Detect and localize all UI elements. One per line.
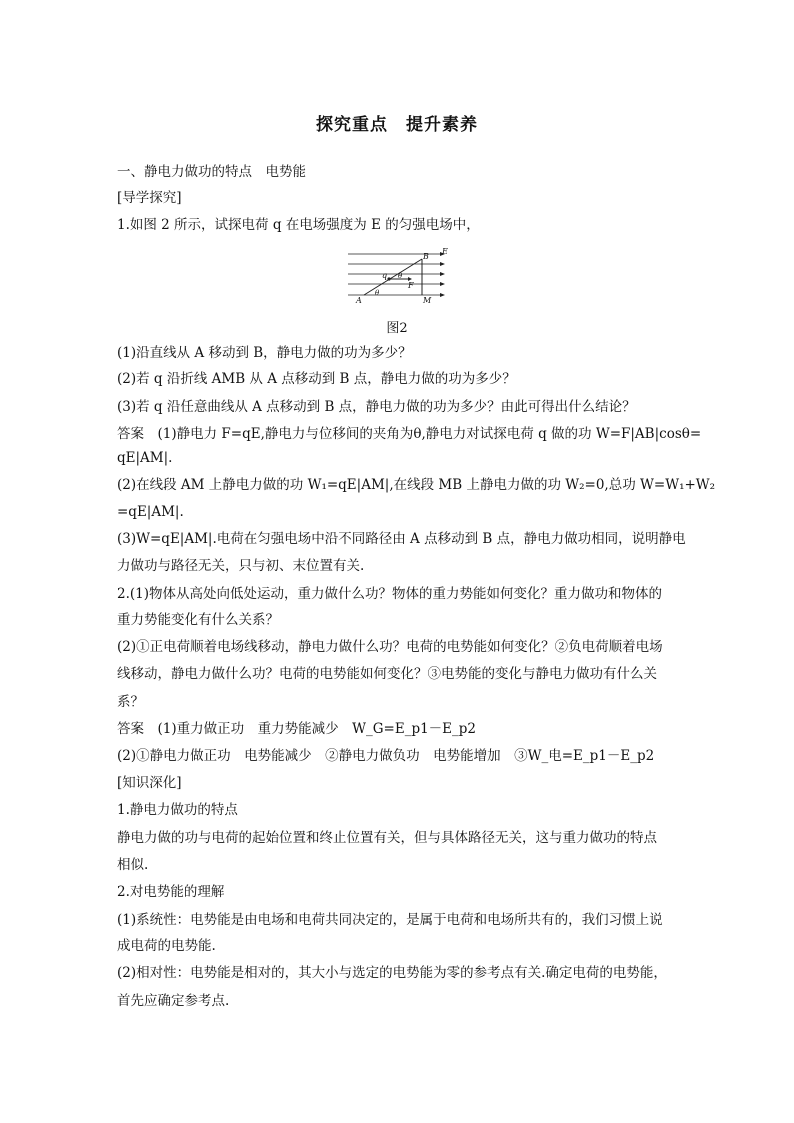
label-theta: θ	[398, 272, 403, 280]
answer-2-2: (2)①静电力做正功 电势能减少 ②静电力做负功 电势能增加 ③W_电=E_p1－E_p2	[117, 748, 655, 764]
label-theta: θ	[375, 289, 380, 297]
question-2-1-cont: 重力势能变化有什么关系？	[117, 612, 279, 628]
test-charge-dot	[387, 277, 390, 280]
label-m: M	[423, 296, 432, 305]
answer-1-3: (3)W=qE|AM|.电荷在匀强电场中沿不同路径由 A 点移动到 B 点，静电力做功相同，说明静电	[117, 531, 686, 547]
knowledge-1-title: 1.静电力做功的特点	[117, 802, 238, 818]
answer-1-1: 答案 (1)静电力 F=qE,静电力与位移间的夹角为θ,静电力对试探电荷 q 做的功 W=F|AB|cosθ=	[117, 426, 702, 442]
label-f: F	[408, 281, 414, 290]
label-e: E	[442, 248, 448, 256]
answer-2-1: 答案 (1)重力做正功 重力势能减少 W_G=E_p1－E_p2	[117, 721, 477, 737]
knowledge-2-1: (1)系统性：电势能是由电场和电荷共同决定的，是属于电荷和电场所共有的，我们习惯上说	[117, 912, 663, 928]
question-2-2: (2)①正电荷顺着电场线移动，静电力做什么功？电荷的电势能如何变化？②负电荷顺着电场	[117, 639, 663, 655]
answer-1-2: (2)在线段 AM 上静电力做的功 W₁=qE|AM|,在线段 MB 上静电力做的功 W₂=0,总功 W=W₁+W₂	[117, 477, 716, 493]
question-1-1: (1)沿直线从 A 移动到 B，静电力做的功为多少？	[117, 345, 412, 361]
question-2-2-cont: 系？	[117, 694, 144, 710]
arrow-head	[440, 293, 445, 297]
question-1-3: (3)若 q 沿任意曲线从 A 点移动到 B 点，静电力做的功为多少？由此可得出什么结论？	[117, 399, 636, 415]
knowledge-2-title: 2.对电势能的理解	[117, 884, 225, 900]
label-b: B	[423, 252, 429, 261]
question-1-2: (2)若 q 沿折线 AMB 从 A 点移动到 B 点，静电力做的功为多少？	[117, 371, 516, 387]
question-1-intro: 1.如图 2 所示，试探电荷 q 在电场强度为 E 的匀强电场中，	[117, 217, 480, 233]
label-q: q	[382, 271, 388, 280]
guided-inquiry-label: [导学探究]	[117, 190, 182, 206]
knowledge-label: [知识深化]	[117, 775, 182, 791]
knowledge-2-2-cont: 首先应确定参考点.	[117, 993, 230, 1009]
question-2-1: 2.(1)物体从高处向低处运动，重力做什么功？物体的重力势能如何变化？重力做功和物体的	[117, 586, 663, 602]
knowledge-2-1-cont: 成电荷的电势能.	[117, 938, 216, 954]
knowledge-2-2: (2)相对性：电势能是相对的，其大小与选定的电势能为零的参考点有关.确定电荷的电势能，	[117, 965, 667, 981]
label-a: A	[356, 296, 362, 305]
question-2-2-cont: 线移动，静电力做什么功？电荷的电势能如何变化？③电势能的变化与静电力做功有什么关	[117, 666, 657, 682]
electric-field-figure	[342, 248, 450, 308]
answer-1-1-cont: qE|AM|.	[117, 450, 173, 466]
arrow-head	[440, 282, 445, 286]
answer-1-3-cont: 力做功与路径无关，只与初、末位置有关.	[117, 558, 365, 574]
figure-caption: 图2	[386, 321, 408, 336]
arrow-head	[440, 272, 445, 276]
knowledge-1-text: 静电力做的功与电荷的起始位置和终止位置有关，但与具体路径无关，这与重力做功的特点	[117, 830, 657, 846]
page-title: 探究重点 提升素养	[316, 115, 478, 135]
section-heading: 一、静电力做功的特点 电势能	[117, 164, 306, 180]
answer-1-2-cont: =qE|AM|.	[117, 504, 184, 520]
arrow-head	[440, 262, 445, 266]
knowledge-1-text-cont: 相似.	[117, 857, 149, 873]
